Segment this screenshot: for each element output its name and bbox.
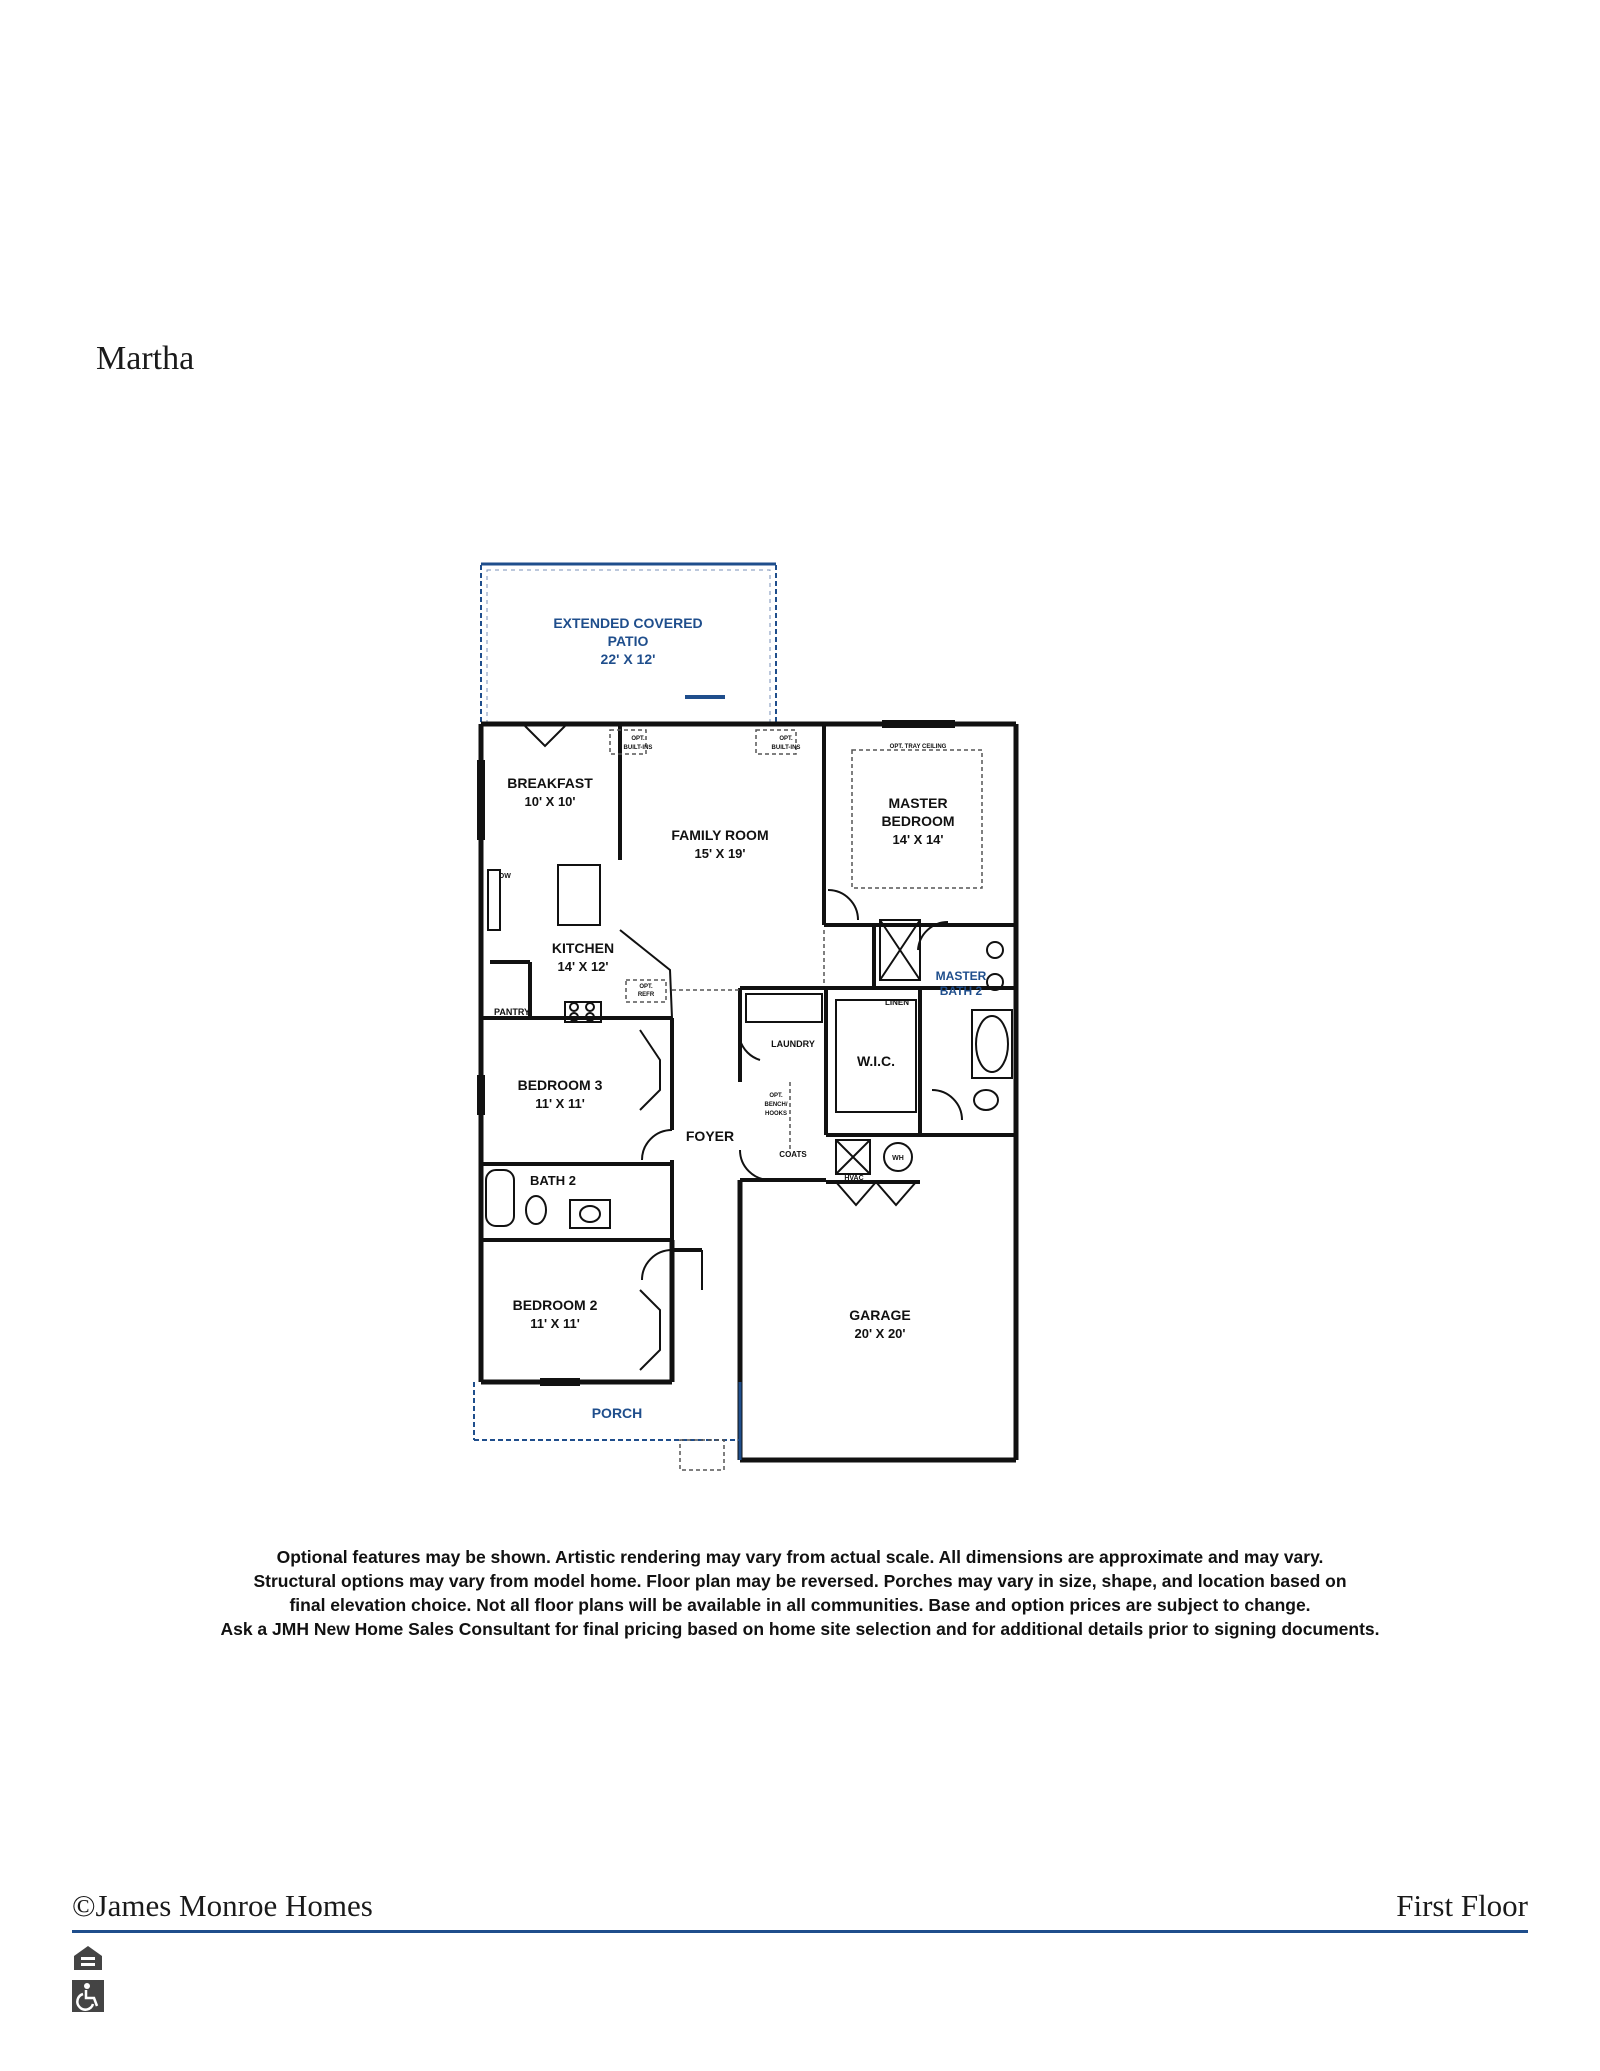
garage-label-2: 20' X 20' [854, 1326, 906, 1341]
plan-title: Martha [96, 340, 195, 377]
coats-label: COATS [779, 1150, 807, 1159]
bedroom3-label-1: BEDROOM 3 [517, 1077, 603, 1093]
disclaimer-line-3: final elevation choice. Not all floor plans will be available in all communities. Base and option prices are subject to change. [289, 1595, 1311, 1615]
disclaimer-line-1: Optional features may be shown. Artistic rendering may vary from actual scale. All dimensions are approximate and may vary. [276, 1547, 1324, 1567]
opt-refr-label-2: REFR [637, 992, 655, 998]
copyright-footer: ©James Monroe Homes [72, 1888, 373, 1923]
breakfast-label-2: 10' X 10' [524, 794, 576, 809]
opt-builtins-left-2: BUILT-INS [623, 745, 653, 751]
kitchen-label-1: KITCHEN [551, 940, 615, 956]
patio-label-1: EXTENDED COVERED [553, 615, 703, 631]
bedroom3-label-2: 11' X 11' [535, 1096, 585, 1111]
opt-builtins-right-2: BUILT-INS [771, 745, 801, 751]
disclaimer-line-4: Ask a JMH New Home Sales Consultant for final pricing based on home site selection and for additional details prior to signing documents. [220, 1619, 1380, 1639]
kitchen-label-2: 14' X 12' [557, 959, 609, 974]
opt-builtins-right-1: OPT. [779, 736, 793, 742]
linen-label: LINEN [885, 998, 909, 1007]
wheelchair-icon [72, 1980, 104, 2012]
family-label-1: FAMILY ROOM [671, 827, 769, 843]
patio-label-3: 22' X 12' [600, 651, 656, 667]
opt-refr-label-1: OPT. [639, 984, 653, 990]
bedroom2-label-1: BEDROOM 2 [512, 1297, 598, 1313]
family-label-2: 15' X 19' [694, 846, 746, 861]
bedroom2-label-2: 11' X 11' [530, 1316, 580, 1331]
opt-bench-label-2: BENCH/ [764, 1102, 788, 1108]
footer-divider [72, 1930, 1528, 1933]
master-bath-label-1: MASTER [935, 969, 987, 983]
hvac-label: HVAC [844, 1175, 864, 1182]
garage-label-1: GARAGE [849, 1307, 911, 1323]
disclaimer-line-2: Structural options may vary from model home. Floor plan may be reversed. Porches may vary in size, shape, and location based on [253, 1571, 1347, 1591]
bath2-label: BATH 2 [530, 1173, 576, 1188]
pantry-label: PANTRY [494, 1007, 530, 1017]
master-label-3: 14' X 14' [892, 832, 944, 847]
disclaimer [150, 1545, 1450, 1641]
opt-bench-label-1: OPT. [769, 1093, 783, 1099]
foyer-label: FOYER [685, 1128, 735, 1144]
opt-builtins-left-1: OPT. [631, 736, 645, 742]
opt-bench-label-3: HOOKS [764, 1111, 788, 1117]
master-label-1: MASTER [888, 795, 948, 811]
master-label-2: BEDROOM [881, 813, 955, 829]
porch-label: PORCH [591, 1405, 643, 1421]
dw-label: DW [499, 873, 511, 880]
master-bath-label-2: BATH 2 [939, 984, 983, 998]
laundry-label: LAUNDRY [771, 1039, 815, 1049]
dashed-openings [610, 730, 982, 1150]
porch-outline [474, 1382, 740, 1470]
wh-label: WH [892, 1155, 904, 1162]
patio-label-2: PATIO [607, 633, 649, 649]
equal-housing-icon [72, 1944, 104, 1972]
wic-label: W.I.C. [856, 1053, 896, 1069]
opt-tray-label: OPT. TRAY CEILING [889, 744, 947, 750]
breakfast-label-1: BREAKFAST [507, 775, 593, 791]
floor-name-footer: First Floor [1396, 1888, 1528, 1923]
